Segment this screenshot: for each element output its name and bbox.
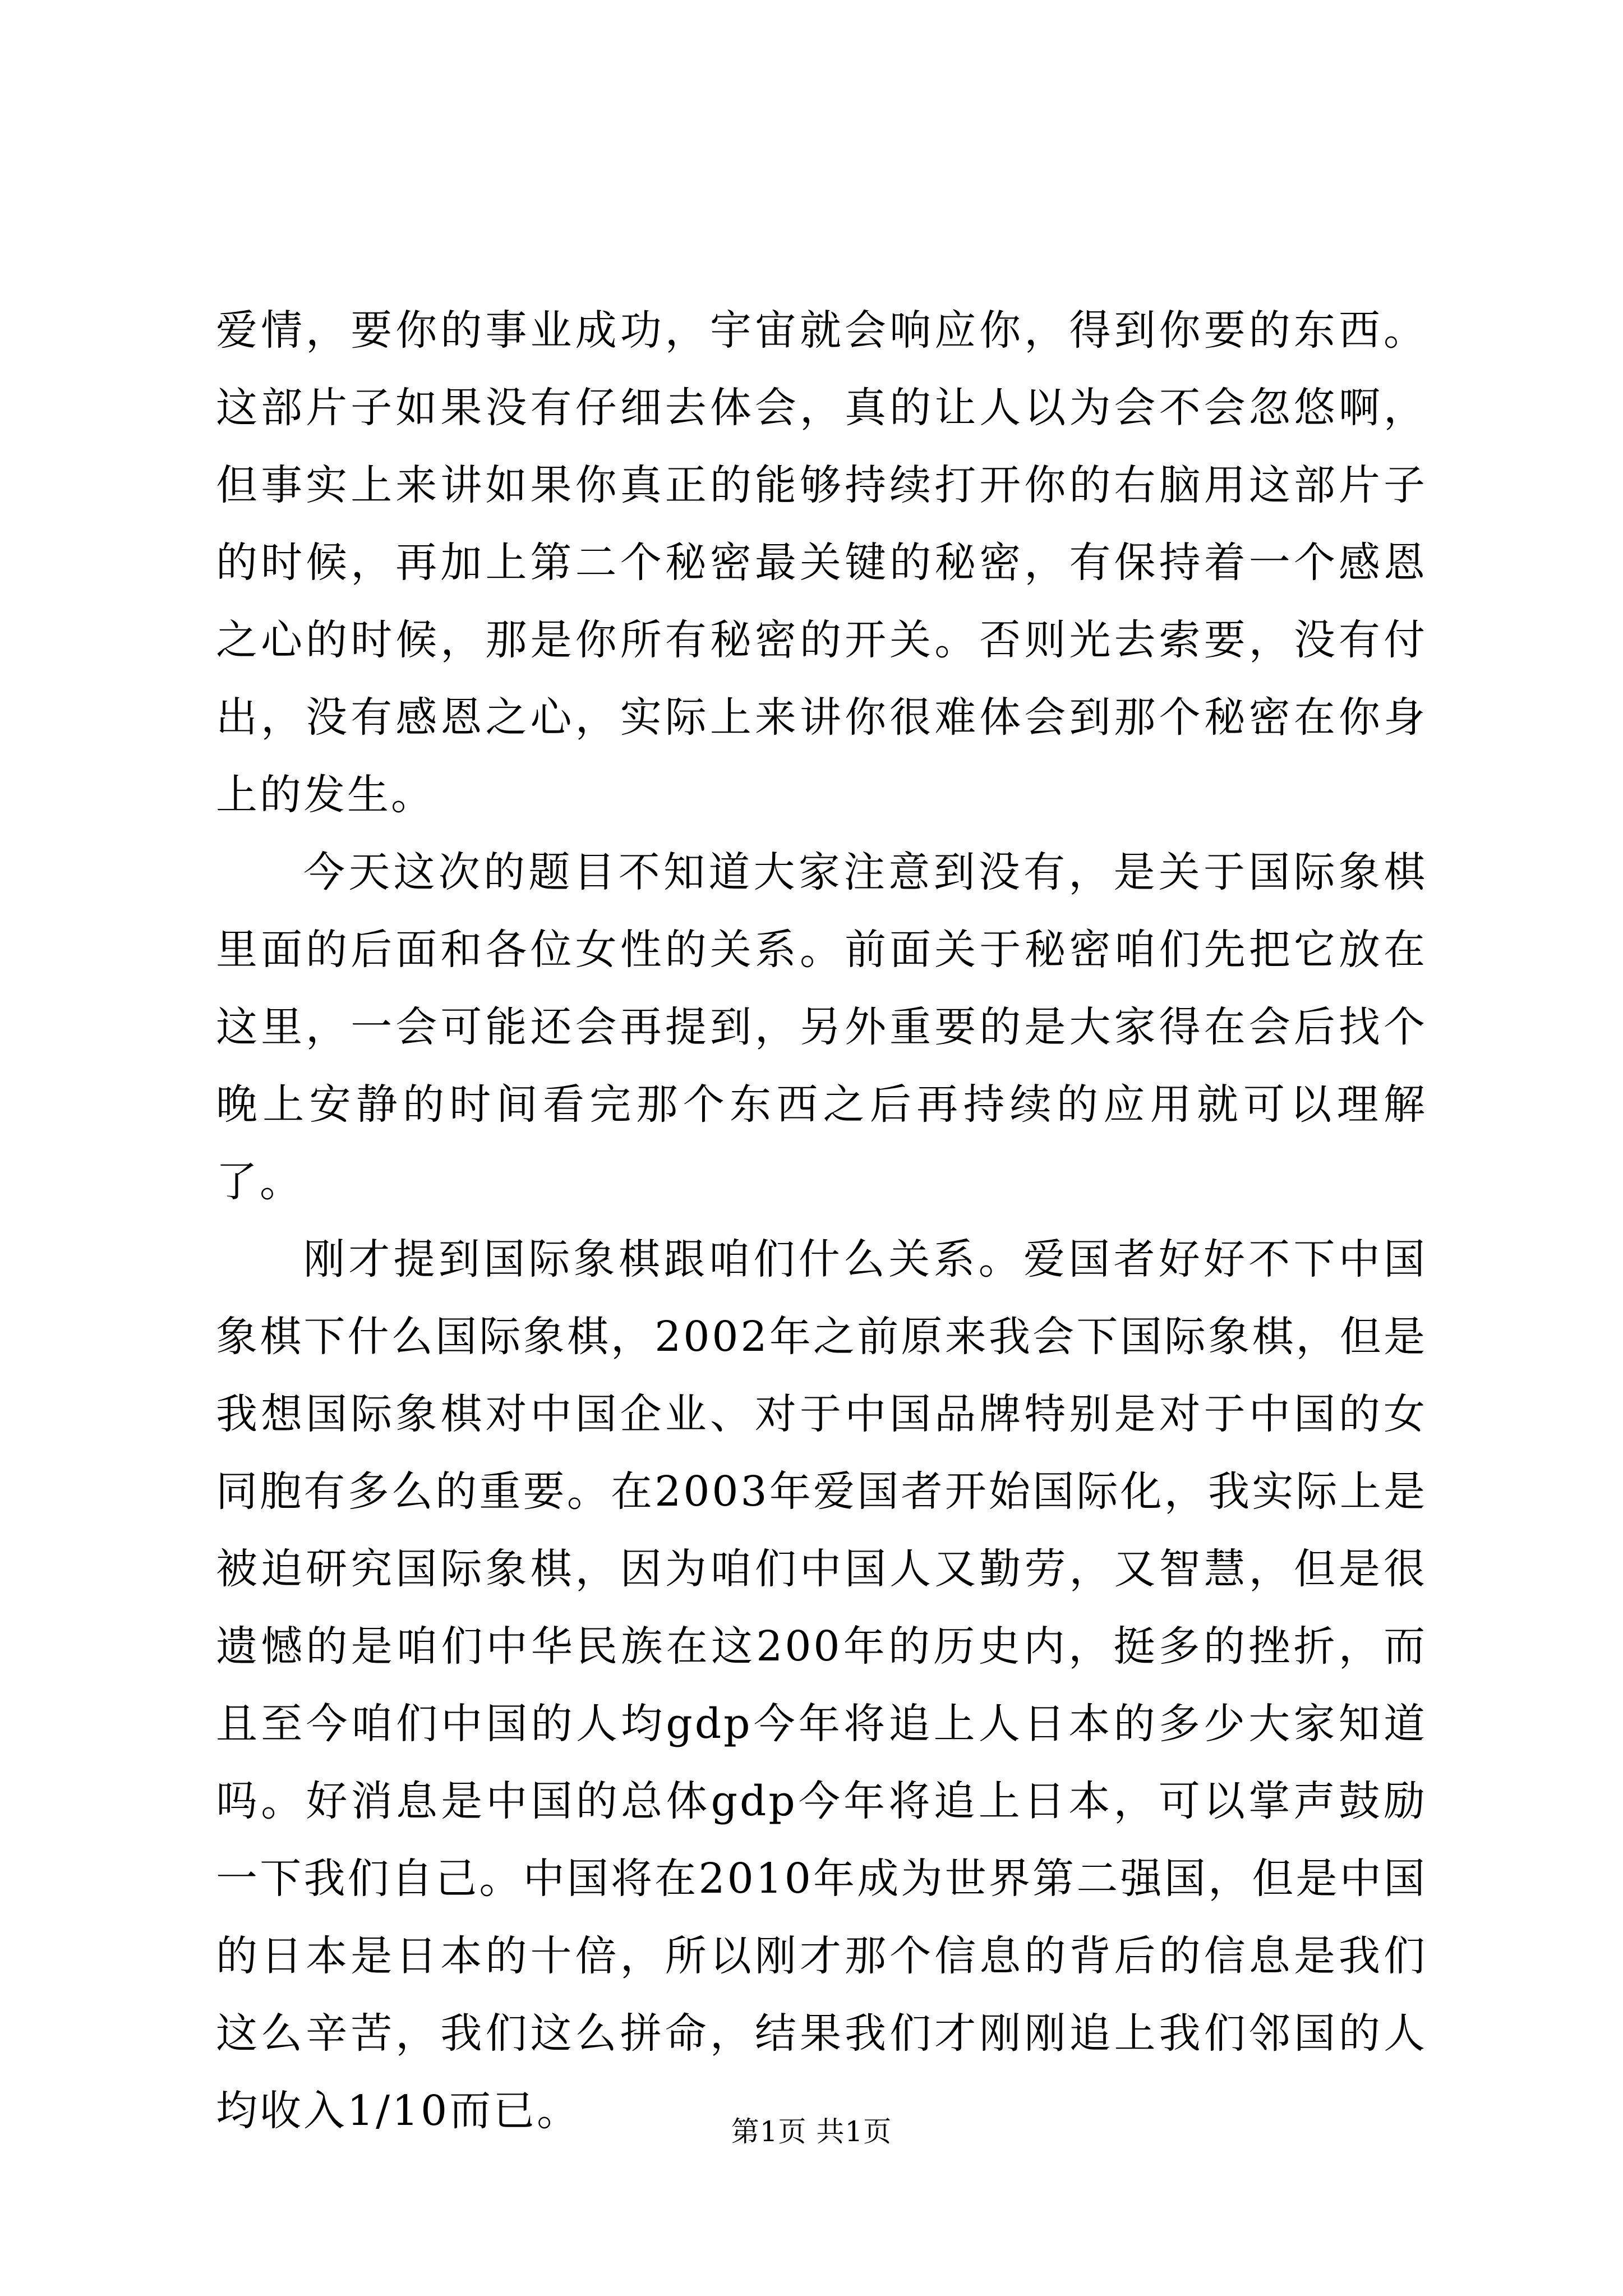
page-number-footer: 第1页 共1页: [731, 2115, 892, 2148]
paragraph-2: 今天这次的题目不知道大家注意到没有，是关于国际象棋里面的后面和各位女性的关系。前面关于秘密咱们先把它放在这里，一会可能还会再提到，另外重要的是大家得在会后找个晚上安静的时间看完那个东西之后再持续的应用就可以理解了。: [216, 848, 1427, 1206]
document-body: [216, 292, 1427, 2150]
paragraph-1: 爱情，要你的事业成功，宇宙就会响应你，得到你要的东西。这部片子如果没有仔细去体会，真的让人以为会不会忽悠啊，但事实上来讲如果你真正的能够持续打开你的右脑用这部片子的时候，再加上第二个秘密最关键的秘密，有保持着一个感恩之心的时候，那是你所有秘密的开关。否则光去索要，没有付出，没有感恩之心，实际上来讲你很难体会到那个秘密在你身上的发生。: [216, 306, 1427, 819]
paragraph-3: 刚才提到国际象棋跟咱们什么关系。爱国者好好不下中国象棋下什么国际象棋，2002年之前原来我会下国际象棋，但是我想国际象棋对中国企业、对于中国品牌特别是对于中国的女同胞有多么的重要。在2003年爱国者开始国际化，我实际上是被迫研究国际象棋，因为咱们中国人又勤劳，又智慧，但是很遗憾的是咱们中华民族在这200年的历史内，挺多的挫折，而且至今咱们中国的人均gdp今年将追上人日本的多少大家知道吗。好消息是中国的总体gdp今年将追上日本，可以掌声鼓励一下我们自己。中国将在2010年成为世界第二强国，但是中国的日本是日本的十倍，所以刚才那个信息的背后的信息是我们这么辛苦，我们这么拼命，结果我们才刚刚追上我们邻国的人均收入1/10而已。: [216, 1235, 1427, 2135]
